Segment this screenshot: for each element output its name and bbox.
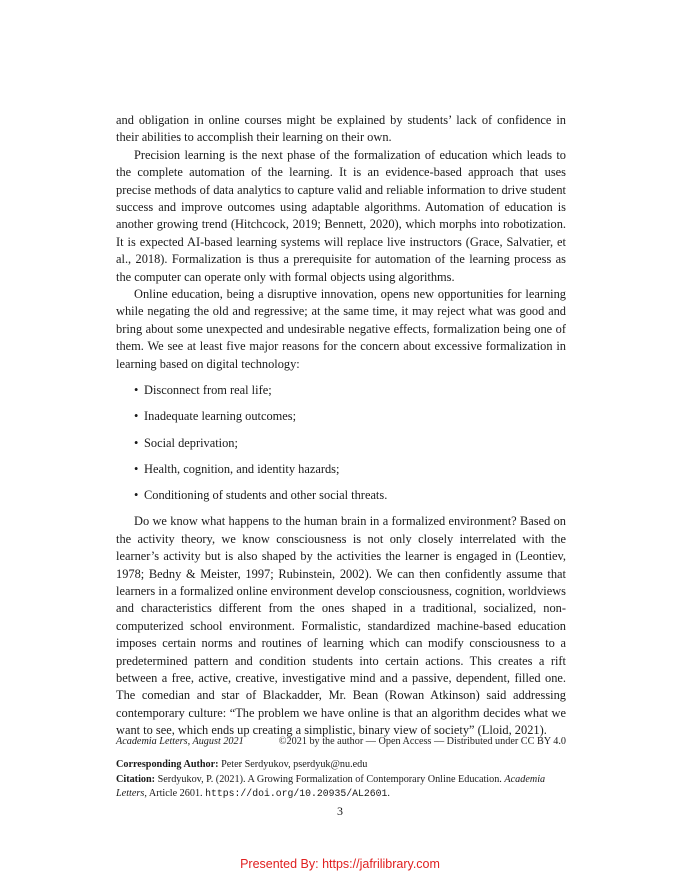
citation-journal: Academia Letters [116, 773, 546, 800]
journal-name: Academia Letters, August 2021 [116, 736, 244, 747]
list-item: • Inadequate learning outcomes; [134, 408, 566, 425]
corresponding-value: Peter Serdyukov, pserdyuk@nu.edu [218, 759, 368, 770]
list-item: • Social deprivation; [134, 435, 566, 452]
license-text: ©2021 by the author — Open Access — Distributed under CC BY 4.0 [278, 736, 566, 747]
corresponding-author [116, 758, 576, 773]
doi-link[interactable]: https://doi.org/10.20935/AL2601 [205, 788, 388, 800]
list-item: • Conditioning of students and other social threats. [134, 487, 566, 504]
article-meta [116, 758, 576, 802]
citation-text: Serdyukov, P. (2021). A Growing Formalization of Contemporary Online Education. [155, 773, 505, 785]
paragraph-continuation: and obligation in online courses might be explained by students’ lack of confidence in their abilities to accomplish their learning on their own. [116, 113, 566, 145]
citation-end: . [387, 788, 390, 800]
page-number: 3 [337, 804, 343, 818]
citation-article: , Article 2601. [144, 788, 206, 800]
watermark-link[interactable]: Presented By: https://jafrilibrary.com [240, 857, 440, 871]
corresponding-label: Corresponding Author: [116, 759, 219, 770]
concerns-list [116, 382, 566, 504]
body-text [116, 112, 566, 740]
paragraph-human-brain: Do we know what happens to the human brain in a formalized environment? Based on the activity theory, we know consciousness is not only closely interrelated with the learner’s activity but is also shaped by the activities the learner is engaged in (Leontiev, 1978; Bedny & Meister, 1997; Rubinstein, 2002). We can then confidently assume that learners in a formalized online environment develop consciousness, cognition, worldviews and characteristics different from the ones shaped in a traditional, socialized, non-computerized school environment. Formalistic, standardized machine-based education imposes certain norms and routines of learning which can modify consciousness to a predetermined pattern and condition students into certain actions. This creates a rift between a free, active, creative, investigative mind and a passive, dependent, filled one. The comedian and star of Blackadder, Mr. Bean (Rowan Atkinson) said addressing contemporary culture: “The problem we have online is that an algorithm decides what we want to see, which ends up creating a simplistic, binary view of society” (Lloid, 2021). [116, 514, 566, 738]
paragraph-online-education: Online education, being a disruptive innovation, opens new opportunities for learning while negating the old and regressive; at the same time, it may reject what was good and bring about some unexpected and undesirable negative effects, formalization being one of them. We see at least five major reasons for the concern about excessive formalization in learning based on digital technology: [116, 287, 566, 371]
citation-label: Citation: [116, 773, 156, 785]
citation [116, 773, 576, 802]
paragraph-precision-learning: Precision learning is the next phase of the formalization of education which leads to the complete automation of the learning. It is an evidence-based approach that uses precise methods of data analytics to capture valid and reliable information to drive student success and improve outcomes using adaptable algorithms. Automation of education is another growing trend (Hitchcock, 2019; Bennett, 2020), which morphs into robotization. It is expected AI-based learning systems will replace live instructors (Grace, Salvatier, et al., 2018). Formalization is thus a prerequisite for automation of the learning process as the computer can operate only with formal objects using algorithms. [116, 147, 566, 284]
list-item: • Disconnect from real life; [134, 382, 566, 399]
journal-footer [116, 736, 566, 747]
list-item: • Health, cognition, and identity hazards; [134, 461, 566, 478]
